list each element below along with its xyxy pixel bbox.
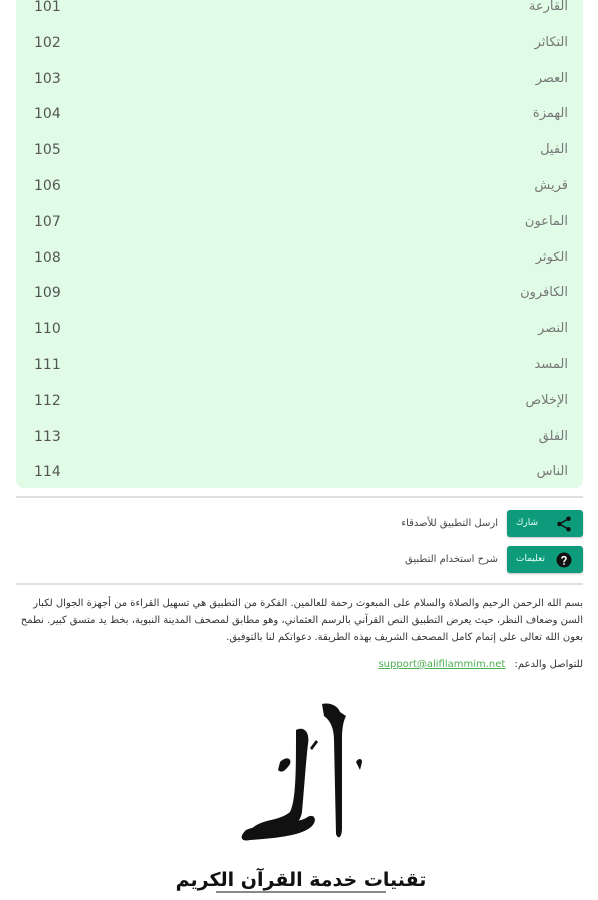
surah-name: الناس — [536, 464, 568, 480]
surah-row[interactable] — [16, 240, 583, 276]
surah-number: 112 — [34, 392, 61, 409]
surah-number: 109 — [34, 285, 61, 302]
logo-tagline: تقنيات خدمة القرآن الكريم — [175, 869, 427, 891]
surah-row[interactable] — [16, 61, 583, 97]
surah-number: 103 — [34, 70, 61, 87]
contact-label: للتواصل والدعم: — [514, 659, 583, 670]
surah-number: 110 — [34, 321, 61, 338]
surah-name: الكوثر — [535, 249, 568, 265]
surah-row[interactable] — [16, 96, 583, 132]
surah-row[interactable] — [16, 419, 583, 455]
surah-row[interactable] — [16, 132, 583, 168]
divider — [16, 496, 583, 498]
surah-row[interactable] — [16, 311, 583, 347]
surah-name: التكاثر — [534, 34, 568, 50]
intro-paragraph: بسم الله الرحمن الرحيم والصلاة والسلام على المبعوث رحمة للعالمين. الفكرة من التطبيق هي تسهيل القراءة من أجهزة الجوال لكبار السن وضعاف النظر، حيث يعرض التطبيق النص القرآني بالرسم العثماني، وهو مطابق لمصحف المدينة النبوية، بخط يد متسق كبير. نطمح بعون الله تعالى على إتمام كامل المصحف الشريف بهذه الطريقة. دعواتكم لنا بالتوفيق. — [20, 598, 583, 643]
surah-name: الكافرون — [520, 285, 568, 301]
surah-number: 102 — [34, 34, 61, 51]
surah-name: قريش — [534, 178, 568, 193]
divider — [16, 583, 583, 585]
surah-name: الماعون — [524, 213, 568, 229]
surah-name: النصر — [538, 321, 568, 337]
surah-row[interactable] — [16, 347, 583, 383]
contact-row — [378, 659, 583, 670]
surah-number: 111 — [34, 357, 61, 373]
surah-row[interactable] — [16, 275, 583, 311]
surah-name: المسد — [534, 357, 568, 372]
surah-row[interactable] — [16, 454, 583, 490]
surah-number: 114 — [34, 464, 61, 481]
surah-row[interactable] — [16, 0, 583, 25]
surah-number: 107 — [34, 213, 61, 230]
surah-number: 113 — [34, 428, 61, 445]
help-circle-icon — [555, 551, 573, 569]
share-icon — [555, 515, 573, 533]
surah-number: 108 — [34, 249, 61, 266]
surah-row[interactable] — [16, 204, 583, 240]
surah-name: القارعة — [528, 0, 568, 14]
surah-number: 106 — [34, 178, 61, 194]
support-email-link[interactable]: support@alifllammim.net — [378, 659, 506, 670]
surah-list — [16, 0, 583, 488]
surah-row[interactable] — [16, 383, 583, 419]
surah-number: 104 — [34, 106, 61, 123]
surah-name: الفلق — [538, 428, 568, 444]
surah-row[interactable] — [16, 168, 583, 204]
instructions-description: شرح استخدام التطبيق — [405, 554, 498, 565]
surah-row[interactable] — [16, 25, 583, 61]
share-button[interactable] — [507, 510, 583, 537]
logo-alif — [322, 703, 346, 837]
app-logo — [175, 700, 427, 900]
surah-number: 101 — [34, 0, 61, 15]
instructions-button-label: تعليمات — [516, 554, 545, 564]
surah-number: 105 — [34, 142, 61, 159]
surah-name: العصر — [535, 70, 568, 86]
share-description: ارسل التطبيق للأصدقاء — [401, 518, 498, 529]
surah-name: الهمزة — [532, 106, 568, 122]
logo-lam — [250, 729, 308, 831]
instructions-button[interactable] — [507, 546, 583, 573]
surah-name: الإخلاص — [525, 392, 568, 408]
surah-name: الفيل — [540, 142, 568, 158]
share-button-label: شارك — [516, 518, 539, 528]
